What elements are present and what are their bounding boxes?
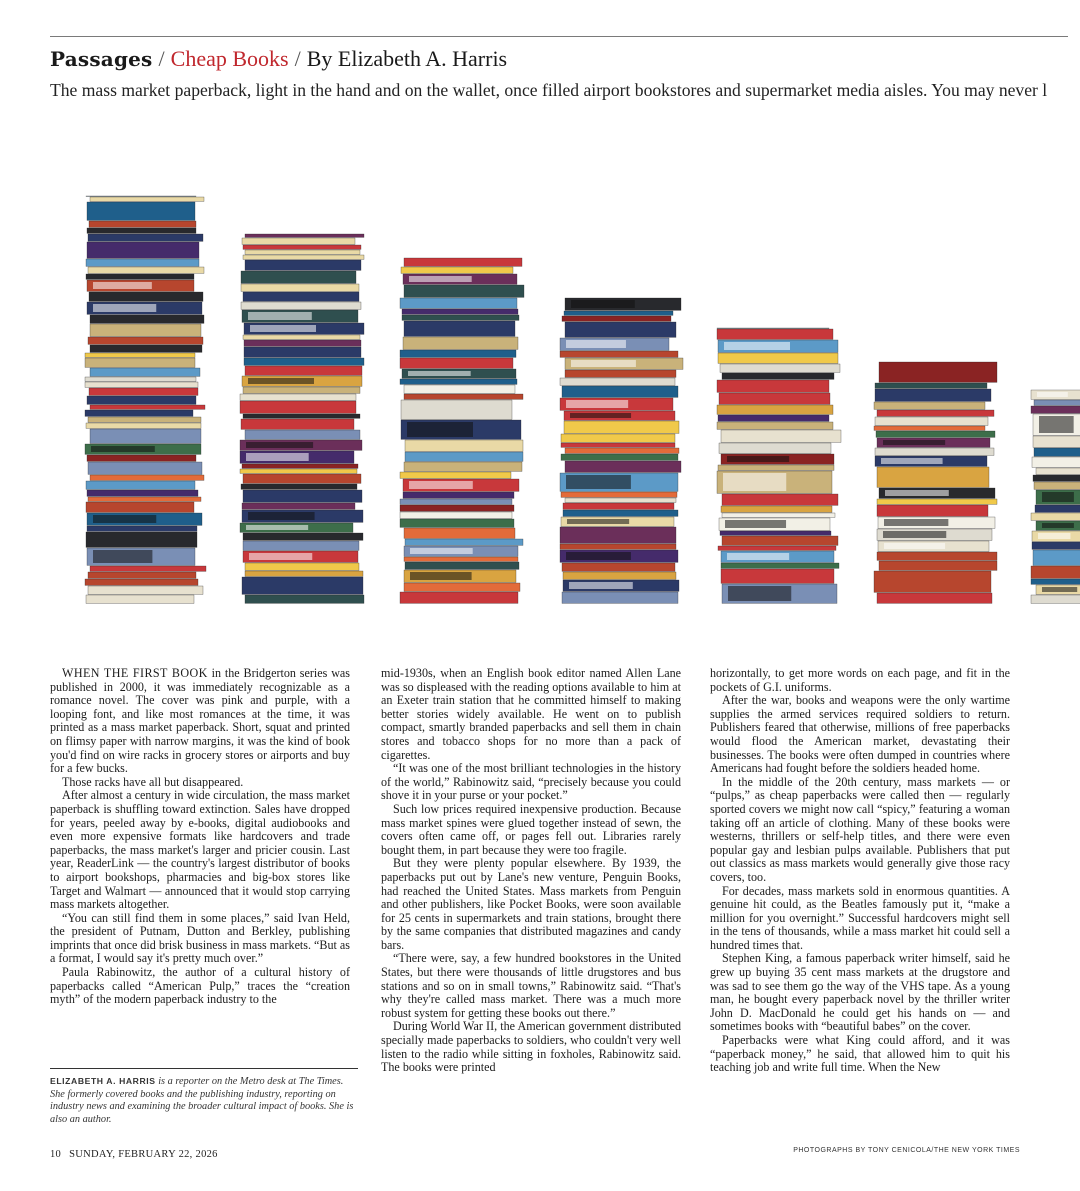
spine-label [408,371,471,376]
top-rule [50,36,1068,37]
book-spine [877,593,992,603]
book-spine [85,579,198,585]
book-spine [85,353,195,357]
book-spine [565,498,676,502]
book-spine [1031,513,1080,520]
book-spine [401,267,513,273]
spine-label [885,490,949,496]
author-bio [50,1075,358,1126]
book-spine [718,465,834,470]
spine-label [93,282,152,289]
article-paragraph [710,952,1010,1034]
spine-label [246,442,313,448]
book-spine [404,321,515,336]
book-spine [243,541,359,550]
spine-label [1042,523,1074,528]
book-spine [1031,406,1080,413]
book-spine [400,358,513,368]
spine-label [566,340,626,348]
spine-label [727,456,789,462]
separator: / [294,46,301,71]
book-spine [244,347,361,357]
book-spine [241,284,359,291]
book-spine [404,258,522,266]
book-spine [720,531,831,535]
book-spine [717,329,833,339]
spine-label [724,342,790,350]
book-spine [402,315,519,320]
book-spine [719,443,831,453]
book-spine [1031,579,1080,584]
section-name: Passages [50,47,153,71]
paragraph-text: Such low prices required inexpensive production. Because mass market spines were glued together instead of sewn, the covers often came off, or pages fell out. Libraries rarely bought them, in part because they were too fragile. [381,801,681,857]
byline: By Elizabeth A. Harris [306,46,508,71]
spine-label [884,519,948,526]
bio-rule [50,1068,358,1069]
dek: The mass market paperback, light in the hand and on the wallet, once filled airport bookstores and supermarket media aisles. You may never l [50,80,1048,100]
book-spine [90,405,205,409]
article-paragraph [381,803,681,857]
book-spine [877,552,997,560]
spine-label [249,553,312,560]
book-spine [86,481,195,489]
book-spine [721,563,839,568]
book-spine [243,292,359,301]
book-spine [877,410,994,416]
book-spine [875,389,991,401]
paragraph-text: in the Bridgerton series was published in 2000, it was immediately recognizable as a romance novel. The cover was pink and purple, with a looping font, and like most romances at the time, it was printed as a mass market paperback. Short, squat and printed on flimsy paper with narrow margins, it was the kind of book you'd find on wire racks in grocery stores or airports and buy for a few bucks. [50,666,350,776]
article-paragraph [381,762,681,803]
book-spine [404,385,515,393]
article-paragraph [381,857,681,952]
spine-label [566,552,631,560]
book-spine [564,421,679,433]
book-spine [1031,595,1080,603]
book-spine [404,285,524,297]
book-spine [565,322,676,337]
book-spine [241,484,357,489]
paragraph-text: Paula Rabinowitz, the author of a cultural history of paperbacks called “American Pulp,” traces the “creation myth” of the modern paperback industry to the [50,965,350,1007]
book-spine [241,302,361,309]
book-spine [243,414,360,418]
book-spine [245,366,362,375]
spine-label [567,519,629,524]
article-paragraph [50,667,350,776]
spine-label [1038,533,1070,539]
book-spine [90,345,202,352]
spine-label [570,413,631,418]
book-spine [1034,482,1080,489]
paragraph-text: During World War II, the American government distributed specially made paperbacks to soldiers, who couldn't very well listen to the radio while sitting in foxholes, Rabinowitz said. The books were printed [381,1019,681,1075]
book-spine [876,431,995,437]
paragraph-text: After almost a century in wide circulation, the mass market paperback is shuffling toward extinction. Sales have dropped for years, peeled away by e-books, digital audiobooks and even more expensive formats like hardcovers and trade paperbacks, the mass market's larger and pricier cousin. Last year, ReaderLink — the country's largest distributor of books to airport bookshops, pharmacies and big-box stores like Target and Walmart — announced that it would stop carrying mass markets altogether. [50,788,350,912]
book-spine [560,378,675,385]
article-paragraph [50,966,350,1007]
book-spine [875,417,988,425]
book-spine [722,536,838,545]
book-spine [405,440,523,451]
book-spine [85,410,193,416]
article-paragraph [381,1020,681,1074]
book-spine [89,388,198,395]
book-spine [563,503,674,509]
book-spine [875,383,987,388]
book-spine [721,430,841,442]
book-spine [717,380,829,392]
book-spine [90,315,204,323]
book-spine [1035,505,1080,512]
book-spine [560,527,676,543]
book-spine [1036,468,1080,474]
book-spine [245,260,361,270]
book-spine [86,595,194,603]
book-spine [718,353,838,363]
book-spine [718,546,836,550]
spine-label [248,512,315,520]
book-spine [88,572,196,578]
book-spine [400,592,518,603]
book-spine [241,419,354,429]
paragraph-text: For decades, mass markets sold in enormous quantities. A genuine hit could, as the Beatles famously put it, “make a million for you overnight.” Successful hardcovers might sell in the tens of thousands, while a mass market hit could sell a hundred times that. [710,883,1010,952]
spine-label [248,378,314,384]
book-spine [88,417,201,422]
book-spine [404,528,515,538]
book-spine [564,311,673,315]
book-spine [400,298,517,308]
book-spine [562,316,671,321]
book-spine [561,443,675,447]
book-spine [244,358,364,365]
book-spine [404,583,520,591]
spine-label [407,422,473,437]
book-spine [90,368,200,376]
book-spine [87,242,199,258]
book-spine [241,271,356,283]
book-spine [90,566,206,571]
book-spine [245,595,364,603]
spine-label [1042,587,1077,592]
article-paragraph [710,885,1010,953]
book-spine [243,474,361,483]
book-spine [563,510,678,516]
book-spine [85,382,198,387]
book-spine [403,337,518,349]
spine-label [881,458,943,464]
book-spine [719,393,830,404]
spine-label [93,515,156,523]
book-spine [401,400,512,419]
book-spine [243,255,364,259]
book-spine [720,364,840,372]
book-spine [245,250,360,254]
spine-label [91,446,155,452]
book-spine [243,387,360,393]
author-name: ELIZABETH A. HARRIS [50,1076,156,1086]
spine-label [410,572,472,580]
spine-label [883,440,945,445]
book-spine [561,434,675,442]
spine-label [571,360,636,367]
book-spine [722,494,838,505]
book-spine [877,505,988,516]
paperback-stacks-image [0,190,1080,610]
book-spine [717,422,833,429]
folio [50,1149,218,1160]
book-spine [875,448,994,455]
paragraph-text: “It was one of the most brilliant technologies in the history of the world,” Rabinowitz said, “precisely because you could shove it in your purse or your pocket.” [381,761,681,803]
book-spine [565,461,681,472]
book-spine [240,394,356,400]
book-spine [87,526,197,531]
spine-label [409,481,473,489]
article-paragraph [710,694,1010,776]
book-spine [88,234,203,241]
series-name[interactable]: Cheap Books [170,46,289,71]
book-spine [90,475,204,480]
spine-label [884,543,945,549]
book-spine [245,571,363,576]
book-spine [245,563,359,570]
spine-label [409,276,472,282]
separator: / [158,46,165,71]
article-paragraph [710,667,1010,694]
paragraph-text: Paperbacks were what King could afford, and it was “paperback money,” he said, that allowed him to quit his teaching job and write full time. When the New [710,1033,1010,1075]
book-spine [400,519,514,527]
spine-label [725,520,786,528]
spine-label [246,525,308,530]
book-spine [243,490,362,502]
book-spine [89,221,196,227]
article-paragraph [710,776,1010,885]
article-column-3 [710,667,1010,1075]
spine-label [728,586,791,601]
book-spine [721,506,832,512]
spine-label [883,531,946,538]
paragraph-text: Those racks have all but disappeared. [62,774,244,789]
book-spine [877,499,997,504]
article-paragraph [710,1034,1010,1075]
lead-in: WHEN THE FIRST BOOK [62,666,208,680]
book-spine [403,492,514,498]
book-spine [87,202,195,220]
article-paragraph [381,667,681,762]
book-spine [400,379,517,384]
paragraph-text: “You can still find them in some places,” said Ivan Held, the president of Putnam, Dutton and Berkley, publishing imprints that once did brisk business in mass markets. “But as a format, I would say it's pretty much over.” [50,910,350,966]
book-spine [240,401,356,413]
spine-label [250,325,316,332]
book-spine [879,561,997,570]
book-spine [240,469,357,473]
book-spine [89,292,203,301]
book-spine [88,497,201,501]
book-spine [1032,542,1080,549]
book-spine [90,324,201,336]
spine-label [1042,492,1074,502]
book-spine [722,513,835,517]
book-spine [400,472,511,478]
book-spine [1033,550,1080,565]
photo-credit: PHOTOGRAPHS BY TONY CENICOLA/THE NEW YORK TIMES [793,1147,1020,1154]
book-spine [877,467,989,487]
book-spine [722,373,834,379]
book-spine [86,274,194,279]
paragraph-text: In the middle of the 20th century, mass markets — or “pulps,” as cheap paperbacks were called then — regularly sported covers we might now call “spicy,” featuring a woman taking off an article of clothing. Many of these books were westerns, thrillers or self-help titles, and there were even popular gay and lesbian pulps available. Publishers that put out classics as mass markets would generally give those racy covers, too. [710,774,1010,884]
article-paragraph [50,776,350,790]
page-number: 10 [50,1149,62,1160]
paragraph-text: “There were, say, a few hundred bookstores in the United States, but there were thousands of little drugstores and bus stations and so on in small towns,” Rabinowitz said. “That's why they're called mass market. There was a much more robust system for getting these books out there.” [381,951,681,1020]
paragraph-text: Stephen King, a famous paperback writer himself, said he grew up buying 35 cent mass markets at the drugstore and was sad to see them go the way of the VHS tape. As a young man, he bought every paperback novel by the thriller writer John D. MacDonald he could get his hands on — and sometimes books with “beautiful babes” on the cover. [710,951,1010,1034]
book-spine [879,362,997,382]
article-paragraph [381,952,681,1020]
book-spine [721,569,834,583]
book-spine [560,544,676,549]
book-spine [874,571,991,592]
book-spine [87,228,196,233]
book-spine [400,505,514,511]
book-spine [562,386,678,397]
article-column-1 [50,667,350,1007]
book-spine [86,423,201,428]
book-spine [562,563,675,571]
book-spine [242,238,355,244]
book-spine [245,234,364,237]
paragraph-text: But they were plenty popular elsewhere. By 1939, the paperbacks put out by Lane's new venture, Penguin Books, had reached the United States. Mass markets from Penguin and other publishers, like Pocket Books, were soon available for 25 cents in supermarkets and train stations, brought there by the same companies that distributed magazines and candy bars. [381,856,681,952]
book-spine [88,267,204,273]
spine-label [1039,416,1074,433]
book-spine [1032,457,1080,467]
paragraph-text: After the war, books and weapons were the only wartime supplies the armed services required soldiers to return. Publishers feared that otherwise, millions of free paperbacks would flood the American market, devastating their businesses. The books were often dumped in countries where Americans had fought before the soldiers headed home. [710,693,1010,776]
book-spine [565,448,679,453]
spine-label [93,304,156,312]
book-spine [874,426,985,430]
book-spine [88,586,203,594]
book-spine [90,197,204,201]
book-spine [86,502,194,512]
book-spine [560,351,678,357]
book-spine [1034,448,1080,456]
book-spine [242,577,363,594]
book-spine [400,499,512,504]
spine-label [727,553,789,560]
book-spine [85,377,196,381]
book-spine [718,415,829,421]
book-spine [404,557,518,561]
issue-date: SUNDAY, FEBRUARY 22, 2026 [69,1149,218,1160]
book-spine [86,259,199,266]
book-spine [400,512,512,518]
book-spine [405,562,519,569]
book-spine [88,462,202,474]
paragraph-text: mid-1930s, when an English book editor named Allen Lane was so displeased with the reading options available to him at an Exeter train station that he committed himself to making better stories widely available. He went on to publish compact, smartly branded paperbacks and sell them in chain stores and tobacco shops for no more than a pack of cigarettes. [381,666,681,762]
spine-label [1037,392,1068,397]
book-spine [404,394,523,399]
book-spine [561,492,677,497]
book-spine [87,396,196,404]
spine-label [566,475,631,489]
book-spine [244,340,361,346]
book-spine [400,350,516,357]
book-spine [402,309,518,314]
book-spine [717,405,833,414]
book-spine [86,532,197,547]
spine-label [246,453,309,461]
section-header [50,46,507,72]
book-spine [561,454,678,460]
spine-label [410,548,473,554]
article-column-2 [381,667,681,1075]
article-paragraph [50,912,350,966]
book-spine [242,464,358,468]
book-spine [87,490,198,496]
book-spine [85,358,195,367]
book-spine [1031,566,1080,578]
spine-label [566,400,628,408]
bio-text: is a reporter on the Metro desk at The Times. She formerly covered books and the publishing industry, reporting on industry news and examining the broader cultural impact of books. She is also an author. [50,1076,354,1125]
book-spine [243,335,360,339]
book-spine [88,337,203,344]
spine-label [93,550,152,563]
spine-label [571,300,635,308]
book-spine [404,462,522,471]
book-spine [874,402,985,409]
book-spine [405,452,523,461]
paperback-stacks-svg [0,190,1080,610]
spine-label [248,312,312,320]
book-spine [1033,436,1080,447]
article-paragraph [50,789,350,911]
book-spine [245,430,360,439]
book-spine [563,572,676,579]
book-spine [243,245,361,249]
book-spine [1034,400,1080,405]
paragraph-text: horizontally, to get more words on each page, and fit in the pockets of G.I. uniforms. [710,666,1010,694]
spine-label [569,582,633,589]
book-spine [242,503,355,509]
book-spine [565,370,676,377]
book-spine [562,592,678,603]
book-spine [243,533,363,540]
book-spine [405,539,523,545]
book-spine [87,455,196,461]
book-spine [90,429,201,443]
book-spine [1033,475,1080,481]
spine-label [723,473,786,491]
